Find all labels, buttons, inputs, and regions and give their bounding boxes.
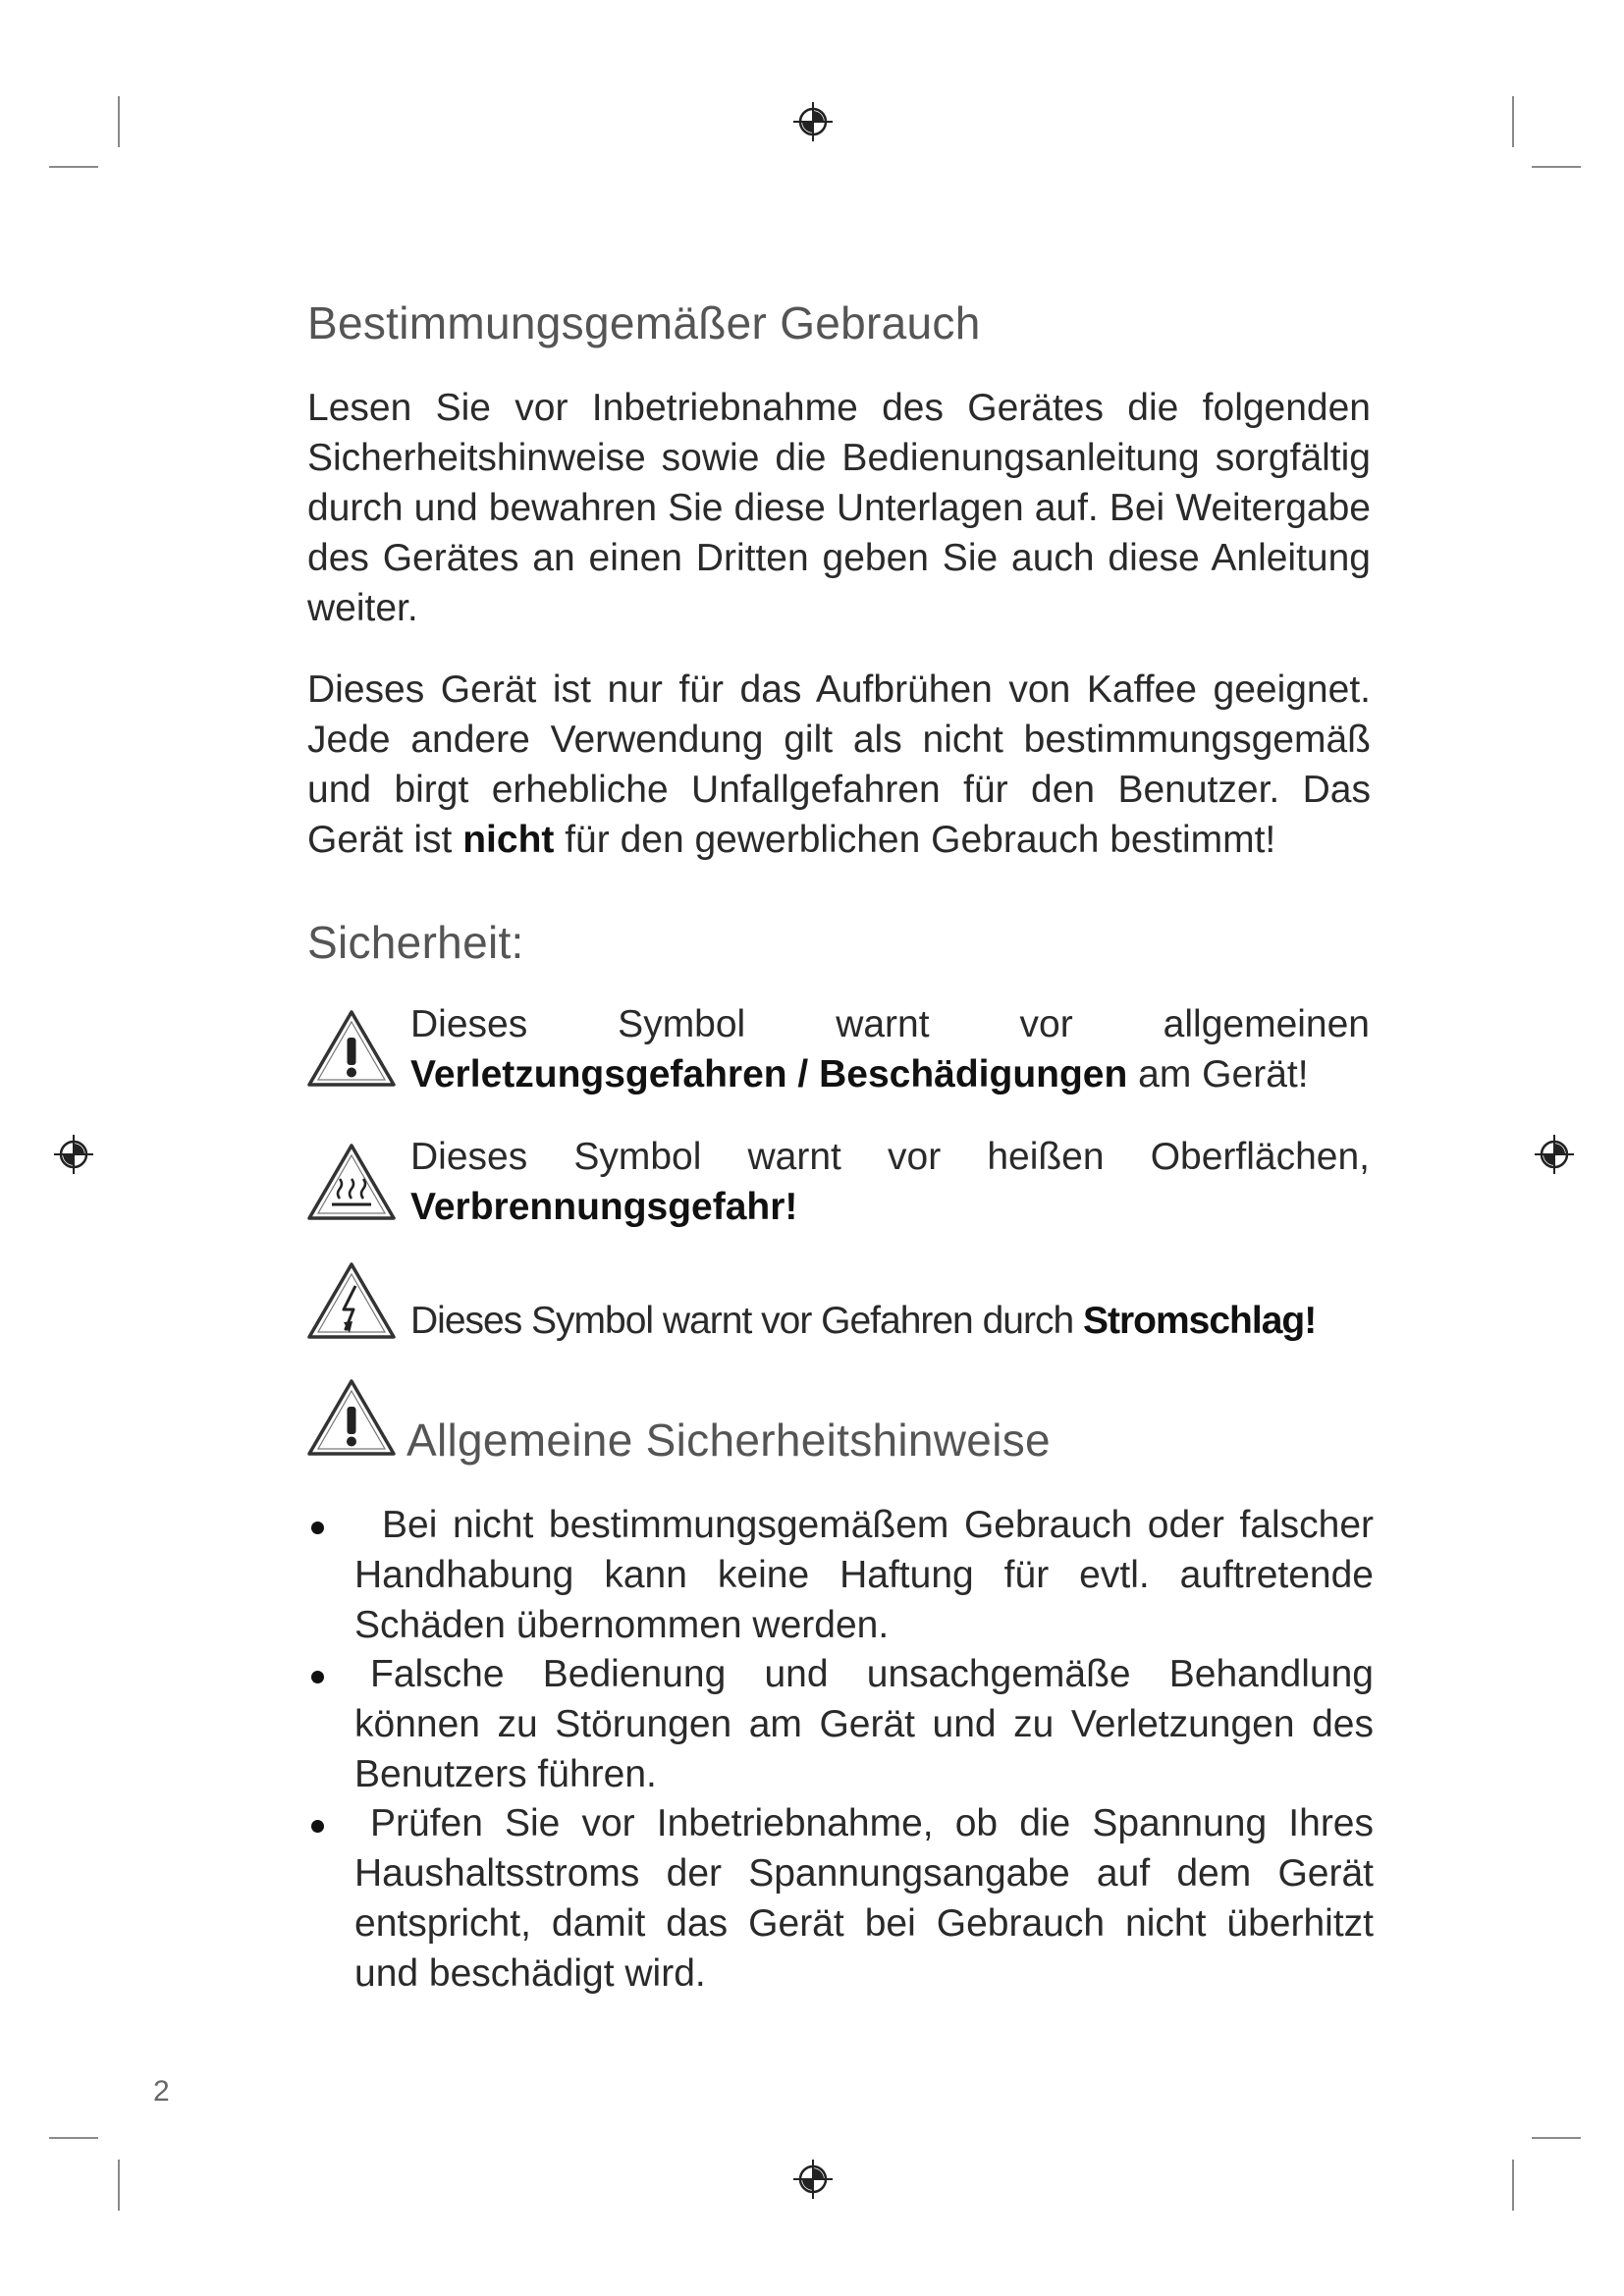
usage-paragraph-text-end: für den gewerblichen Gebrauch bestimmt! (554, 819, 1276, 861)
warning-hot-surface (410, 1132, 1370, 1232)
bullet-dot (311, 1820, 324, 1833)
warning-hot-surface-text: Dieses Symbol warnt vor heißen Oberflächen, (410, 1136, 1370, 1178)
warning-general-text: Dieses Symbol warnt vor allgemeinen (410, 1003, 1370, 1045)
crop-mark-top-right-v (1512, 96, 1514, 147)
bullet-item: Prüfen Sie vor Inbetriebnahme, ob die Spannung Ihres Haushaltsstroms der Spannungsangabe auf dem Gerät entspricht, damit das Gerät bei Gebrauch nicht überhitzt und beschädigt wird. (354, 1802, 1374, 1995)
hot-surface-warning-icon (306, 1142, 397, 1222)
usage-paragraph (307, 665, 1371, 865)
warning-electric-shock-text: Dieses Symbol warnt vor Gefahren durch (410, 1300, 1083, 1342)
electric-shock-warning-icon (306, 1260, 397, 1341)
warning-general-bold: Verletzungsgefahren / Beschädigungen (410, 1053, 1128, 1095)
crop-mark-top-left-h (49, 166, 98, 168)
registration-mark-icon (793, 102, 833, 141)
warning-general-text-end: am Gerät! (1127, 1053, 1309, 1095)
section-heading-intended-use: Bestimmungsgemäßer Gebrauch (307, 297, 981, 348)
page-number: 2 (153, 2075, 170, 2108)
usage-paragraph-text: Dieses Gerät ist nur für das Aufbrühen von Kaffee geeignet. Jede andere Verwendung gilt als nicht bestimmungsgemäß und birgt erhebliche Unfallgefahren für den Benutzer. Das Gerät ist (307, 668, 1371, 861)
section-heading-safety: Sicherheit: (307, 917, 524, 968)
warning-hot-surface-bold: Verbrennungsgefahr! (410, 1186, 798, 1228)
bullet-dot (311, 1522, 324, 1534)
intro-paragraph: Lesen Sie vor Inbetriebnahme des Gerätes die folgenden Sicherheitshinweise sowie die Bedienungsanleitung sorgfältig durch und bewahren Sie diese Unterlagen auf. Bei Weitergabe des Gerätes an einen Dritten geben Sie auch diese Anleitung weiter. (307, 387, 1371, 629)
crop-mark-top-left-v (118, 96, 120, 147)
crop-mark-bottom-left-h (49, 2137, 98, 2139)
registration-mark-icon (54, 1135, 93, 1174)
warning-electric-shock-bold: Stromschlag! (1082, 1300, 1317, 1342)
bullet-item: Falsche Bedienung und unsachgemäße Behandlung können zu Störungen am Gerät und zu Verletzungen des Benutzers führen. (354, 1653, 1374, 1795)
bullet-dot (311, 1671, 324, 1683)
registration-mark-icon (793, 2160, 833, 2199)
bullet-item: Bei nicht bestimmungsgemäßem Gebrauch oder falscher Handhabung kann keine Haftung für evtl. auftretende Schäden übernommen werden. (354, 1504, 1374, 1646)
warning-electric-shock (410, 1296, 1370, 1346)
exclamation-warning-icon (306, 1377, 397, 1458)
crop-mark-top-right-h (1532, 166, 1581, 168)
section-heading-general-safety: Allgemeine Sicherheitshinweise (406, 1415, 1051, 1466)
crop-mark-bottom-right-h (1532, 2137, 1581, 2139)
usage-paragraph-bold: nicht (462, 819, 555, 861)
warning-general (410, 999, 1370, 1099)
crop-mark-bottom-right-v (1512, 2160, 1514, 2211)
crop-mark-bottom-left-v (118, 2160, 120, 2211)
registration-mark-icon (1535, 1135, 1574, 1174)
exclamation-warning-icon (306, 1008, 397, 1089)
